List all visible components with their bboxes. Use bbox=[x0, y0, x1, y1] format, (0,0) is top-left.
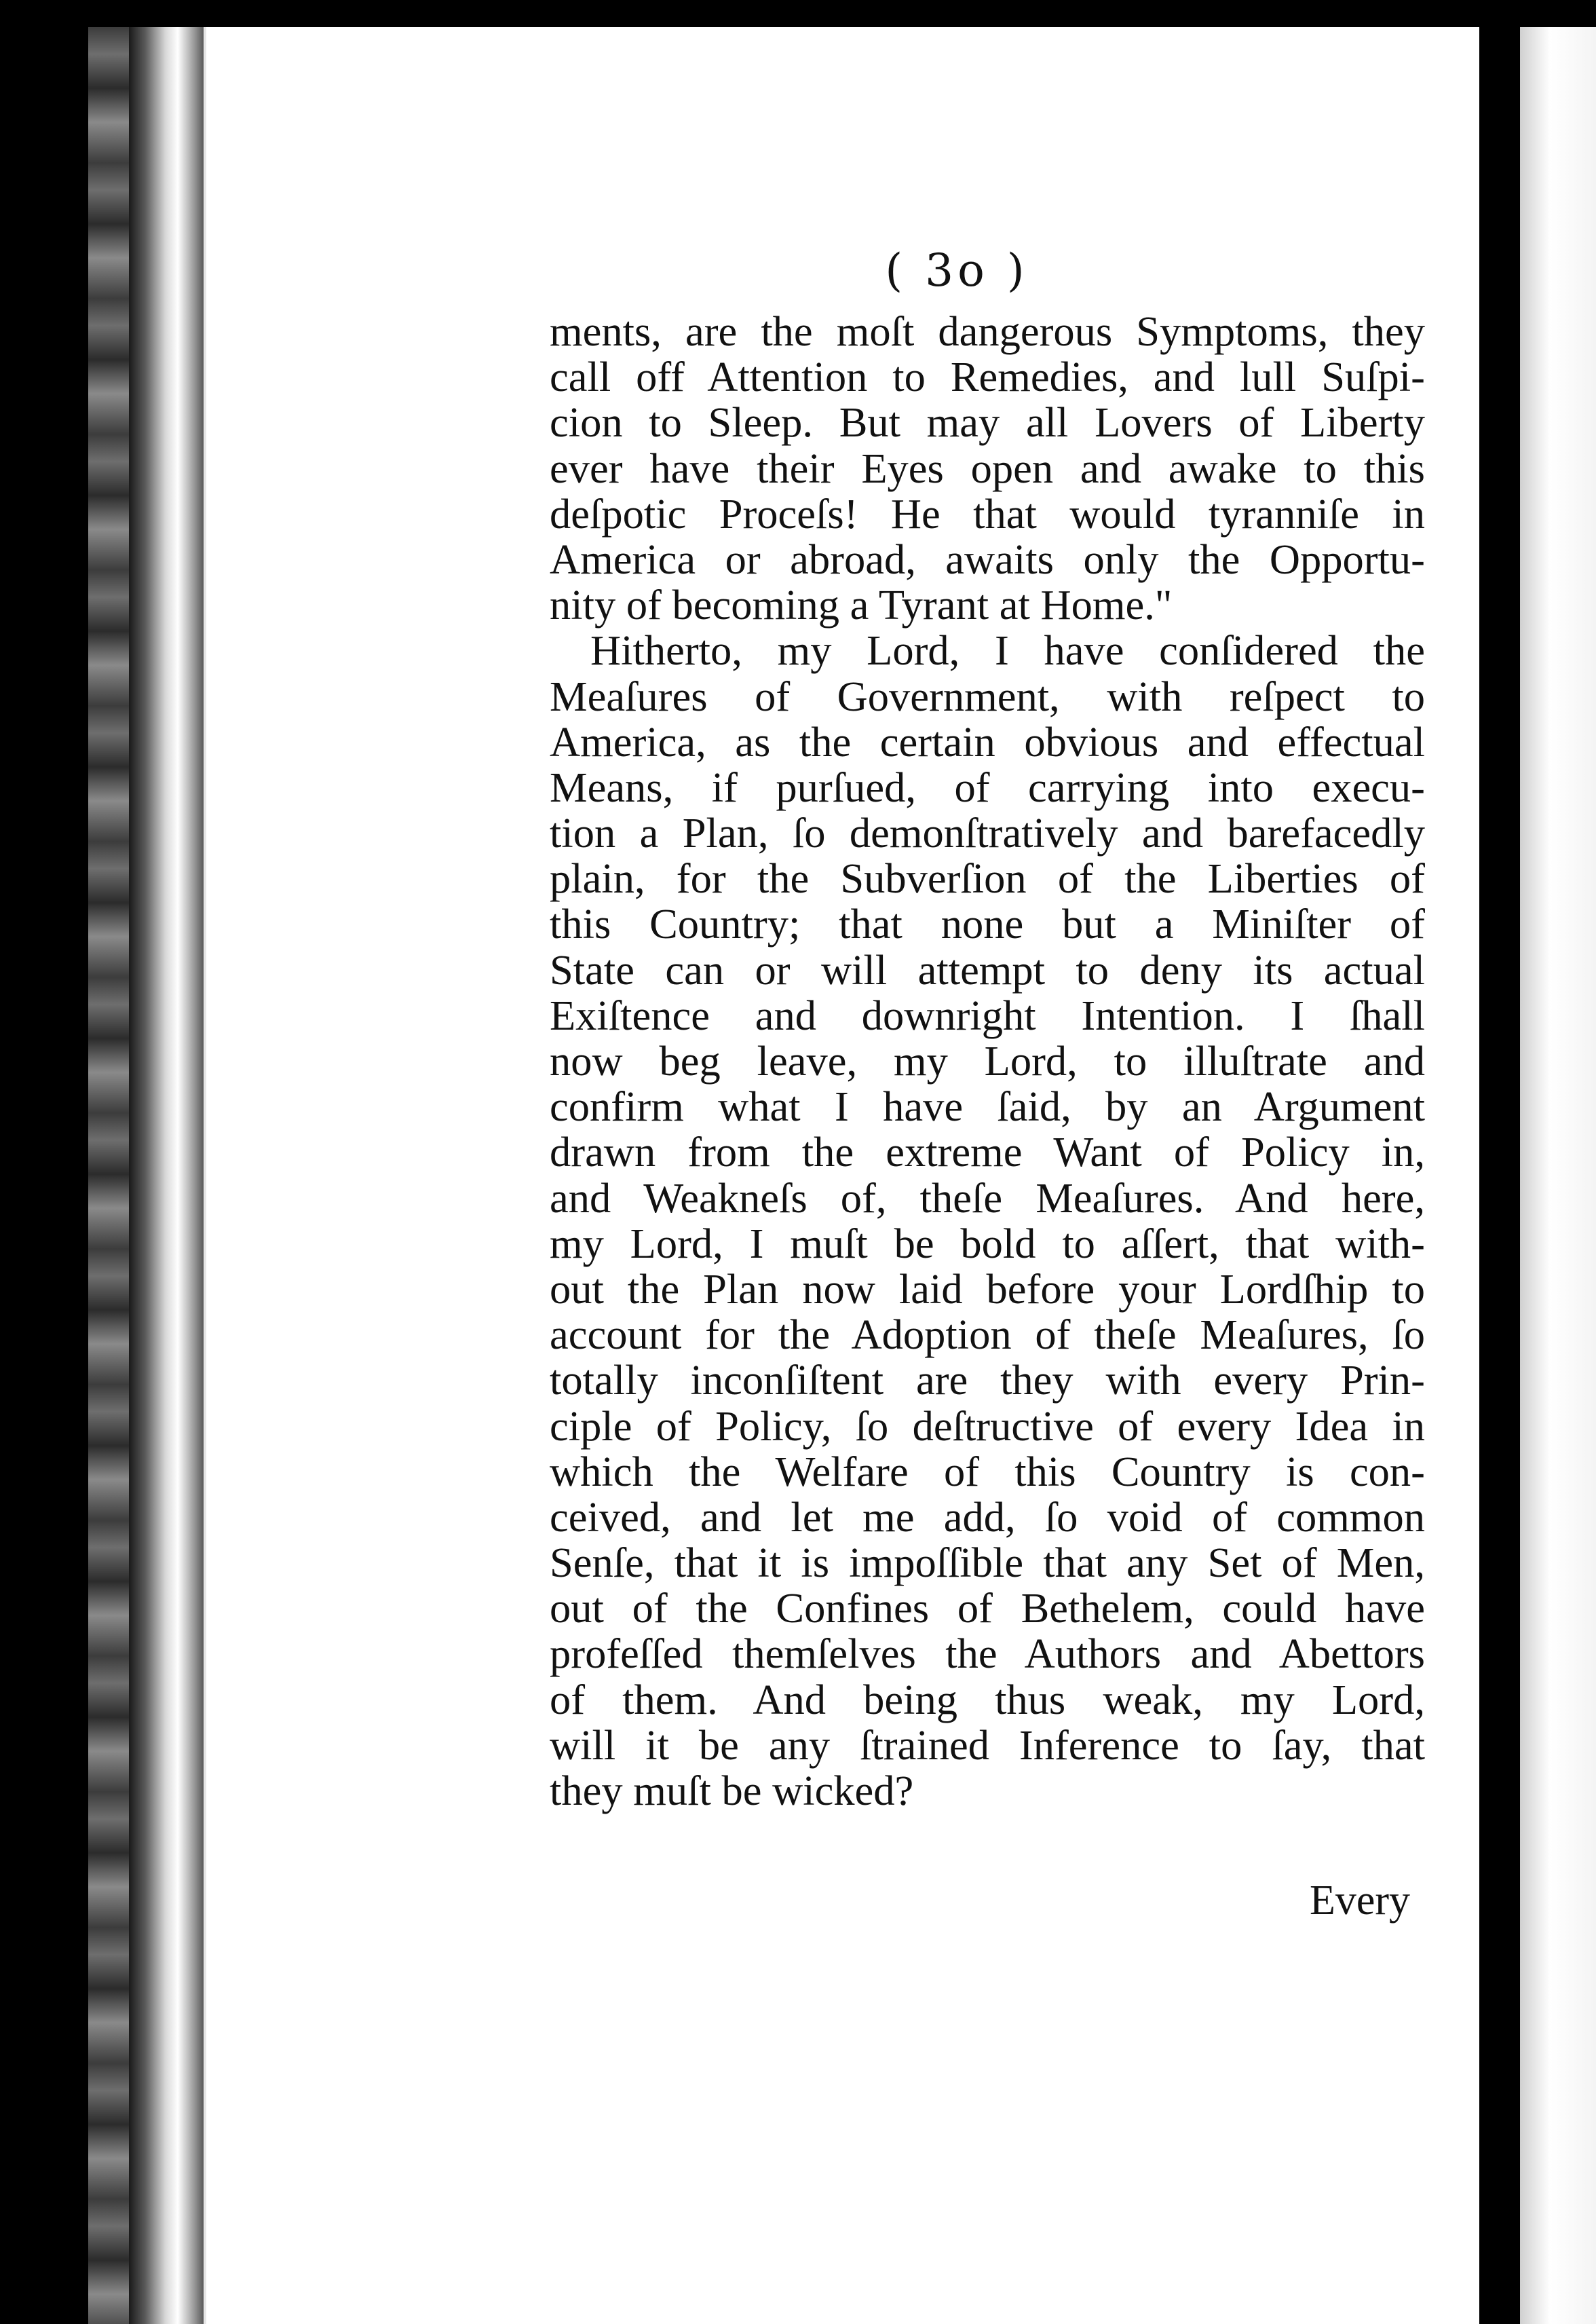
text-line: profeſſed themſelves the Authors and Abettors bbox=[550, 1630, 1425, 1678]
text-line: Exiſtence and downright Intention. I ſhall bbox=[550, 991, 1425, 1039]
text-line: totally inconſiſtent are they with every Prin- bbox=[550, 1356, 1425, 1404]
text-line: and Weakneſs of, theſe Meaſures. And here, bbox=[550, 1174, 1425, 1222]
text-line: call off Attention to Remedies, and lull Suſpi- bbox=[550, 353, 1425, 401]
text-line: of them. And being thus weak, my Lord, bbox=[550, 1675, 1425, 1723]
text-line: out of the Confines of Bethelem, could have bbox=[550, 1584, 1425, 1632]
text-line: will it be any ſtrained Inference to ſay, that bbox=[550, 1721, 1425, 1769]
text-line: ever have their Eyes open and awake to this bbox=[550, 444, 1425, 492]
text-line: America, as the certain obvious and effectual bbox=[550, 717, 1425, 766]
text-line: Means, if purſued, of carrying into execu- bbox=[550, 763, 1425, 811]
text-line: drawn from the extreme Want of Policy in, bbox=[550, 1128, 1425, 1176]
text-line: nity of becoming a Tyrant at Home." bbox=[550, 581, 1173, 629]
text-line: ciple of Policy, ſo deſtructive of every Idea in bbox=[550, 1402, 1425, 1450]
text-line: cion to Sleep. But may all Lovers of Liberty bbox=[550, 398, 1425, 447]
binding-edge bbox=[88, 27, 129, 2324]
facing-page-edge bbox=[1520, 27, 1596, 2324]
text-line: ments, are the moſt dangerous Symptoms, they bbox=[550, 307, 1425, 355]
text-line: confirm what I have ſaid, by an Argument bbox=[550, 1083, 1425, 1131]
text-line: ceived, and let me add, ſo void of common bbox=[550, 1493, 1425, 1541]
text-line: State can or will attempt to deny its actual bbox=[550, 945, 1425, 994]
text-line: Senſe, that it is impoſſible that any Set of Men, bbox=[550, 1539, 1425, 1587]
text-line: my Lord, I muſt be bold to aſſert, that with- bbox=[550, 1219, 1425, 1267]
text-line: Meaſures of Government, with reſpect to bbox=[550, 672, 1425, 720]
text-line: account for the Adoption of theſe Meaſures, ſo bbox=[550, 1311, 1425, 1359]
text-line: this Country; that none but a Miniſter of bbox=[550, 900, 1425, 948]
page-gap bbox=[1479, 27, 1520, 2324]
text-line: America or abroad, awaits only the Opportu- bbox=[550, 535, 1425, 583]
catchword: Every bbox=[1310, 1877, 1411, 1924]
text-line: Hitherto, my Lord, I have conſidered the bbox=[590, 626, 1425, 675]
text-line: out the Plan now laid before your Lordſhip to bbox=[550, 1264, 1425, 1313]
text-line: tion a Plan, ſo demonſtratively and barefacedly bbox=[550, 809, 1425, 857]
text-line: which the Welfare of this Country is con- bbox=[550, 1447, 1425, 1495]
gutter-shadow bbox=[129, 27, 210, 2324]
page-number: ( 3o ) bbox=[885, 244, 1029, 297]
text-line: plain, for the Subverſion of the Liberties of bbox=[550, 855, 1425, 903]
text-line: they muſt be wicked? bbox=[550, 1767, 914, 1814]
text-line: deſpotic Proceſs! He that would tyranniſe in bbox=[550, 489, 1425, 538]
text-line: now beg leave, my Lord, to illuſtrate and bbox=[550, 1037, 1425, 1085]
body-text bbox=[550, 309, 1425, 1814]
